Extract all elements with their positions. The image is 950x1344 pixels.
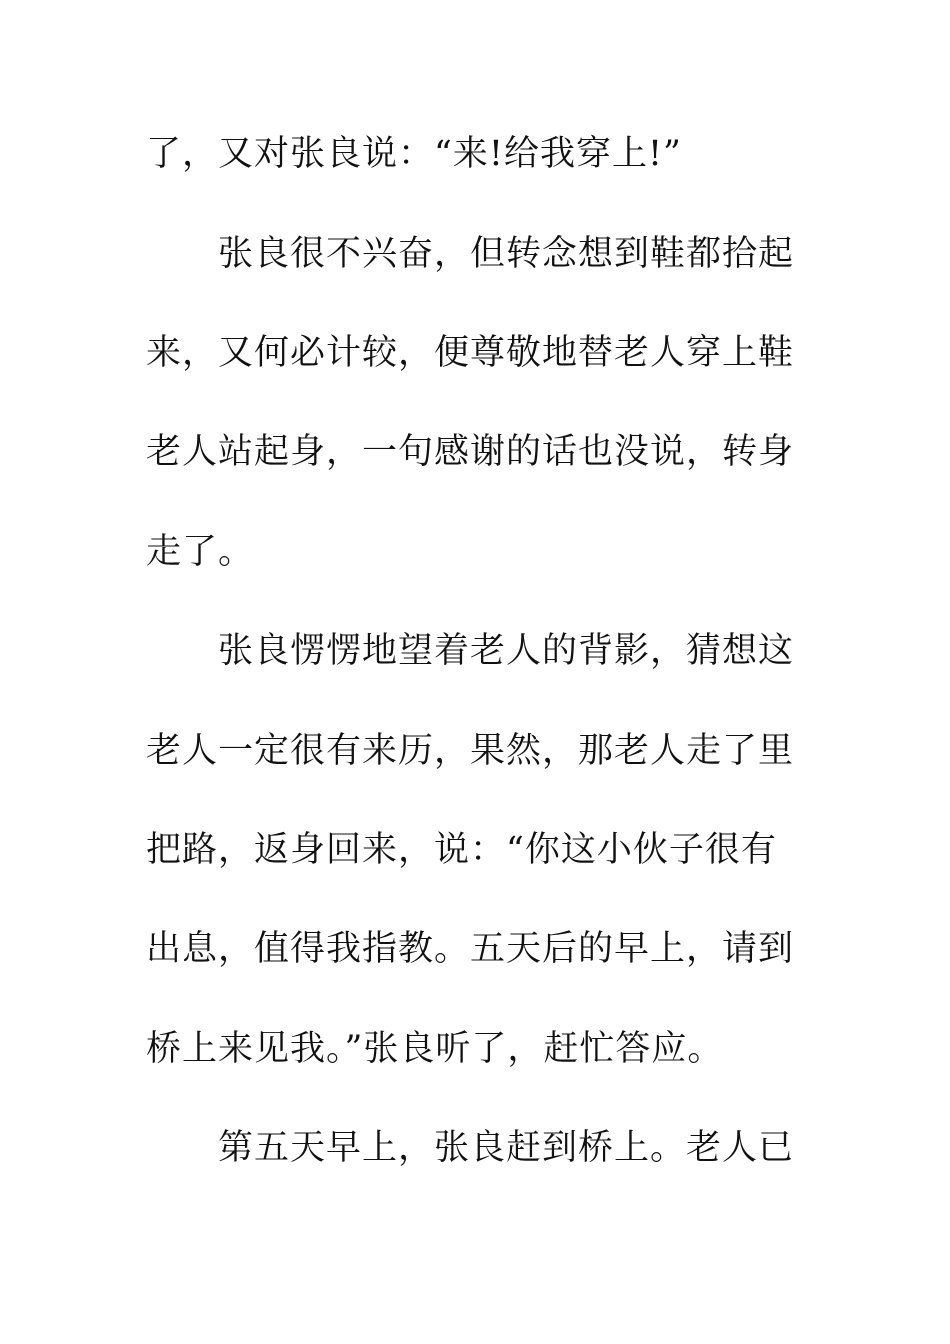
- text-line: 老人站起身，一句感谢的话也没说，转身: [146, 432, 795, 472]
- text-line: 第五天早上，张良赶到桥上。老人已: [146, 1128, 795, 1168]
- text-line: 来，又何必计较，便尊敬地替老人穿上鞋: [146, 333, 795, 373]
- text-line: 老人一定很有来历，果然，那老人走了里: [146, 731, 795, 771]
- text-line: 把路，返身回来，说：“你这小伙子很有: [146, 830, 777, 870]
- text-line: 出息，值得我指教。五天后的早上，请到: [146, 929, 795, 969]
- text-line: 张良很不兴奋，但转念想到鞋都拾起: [146, 234, 795, 274]
- text-line: 桥上来见我。”张良听了，赶忙答应。: [146, 1029, 724, 1069]
- text-line: 走了。: [146, 532, 255, 572]
- text-line: 张良愣愣地望着老人的背影，猜想这: [146, 631, 795, 671]
- text-line: 了，又对张良说：“来!给我穿上!”: [146, 134, 682, 174]
